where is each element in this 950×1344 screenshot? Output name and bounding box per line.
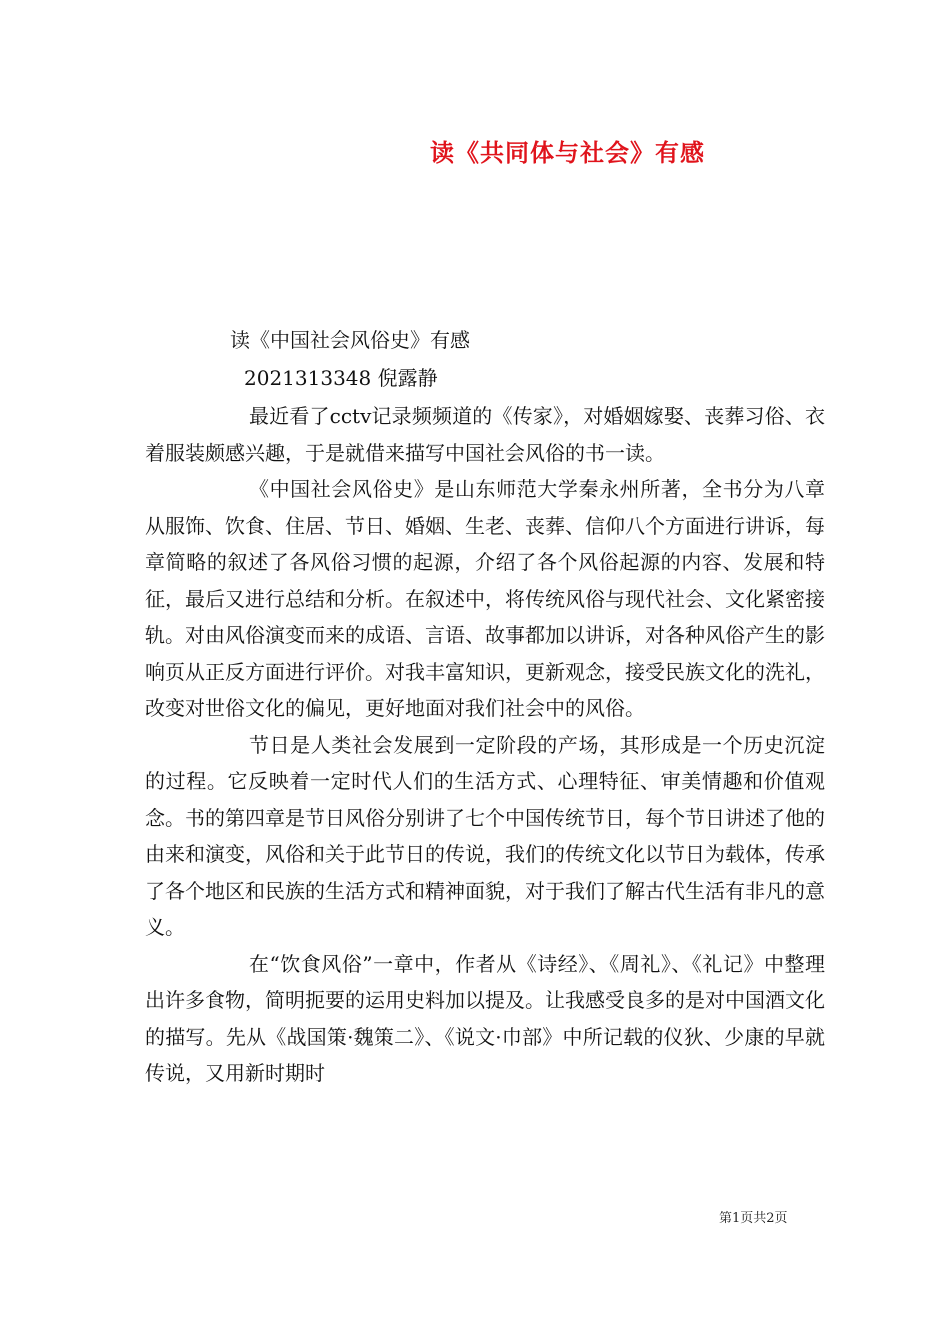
essay-subtitle: 读《中国社会风俗史》有感	[230, 328, 470, 352]
paragraph-1: 最近看了cctv记录频频道的《传家》，对婚姻嫁娶、丧葬习俗、衣着服装颇感兴趣，于是就借来描写中国社会风俗的书一读。	[145, 404, 825, 465]
author-line: 2021313348 倪露静	[244, 366, 438, 390]
paragraph-2: 《中国社会风俗史》是山东师范大学秦永州所著，全书分为八章从服饰、饮食、住居、节日、婚姻、生老、丧葬、信仰八个方面进行讲诉，每章简略的叙述了各风俗习惯的起源，介绍了各个风俗起源的内容、发展和特征，最后又进行总结和分析。在叙述中，将传统风俗与现代社会、文化紧密接轨。对由风俗演变而来的成语、言语、故事都加以讲诉，对各种风俗产生的影响页从正反方面进行评价。对我丰富知识，更新观念，接受民族文化的洗礼，改变对世俗文化的偏见，更好地面对我们社会中的风俗。	[145, 477, 825, 720]
page-footer: 第1页共2页	[719, 1211, 788, 1226]
essay-body	[145, 398, 825, 1092]
document-title: 读《共同体与社会》有感	[430, 139, 705, 167]
paragraph-4: 在“饮食风俗”一章中，作者从《诗经》、《周礼》、《礼记》中整理出许多食物，简明扼要的运用史料加以提及。让我感受良多的是对中国酒文化的描写。先从《战国策·魏策二》、《说文·巾部》中所记载的仪狄、少康的早就传说，又用新时期时	[145, 951, 825, 1085]
paragraph-3: 节日是人类社会发展到一定阶段的产场，其形成是一个历史沉淀的过程。它反映着一定时代人们的生活方式、心理特征、审美情趣和价值观念。书的第四章是节日风俗分别讲了七个中国传统节日，每个节日讲述了他的由来和演变，风俗和关于此节日的传说，我们的传统文化以节日为载体，传承了各个地区和民族的生活方式和精神面貌，对于我们了解古代生活有非凡的意义。	[145, 732, 825, 939]
